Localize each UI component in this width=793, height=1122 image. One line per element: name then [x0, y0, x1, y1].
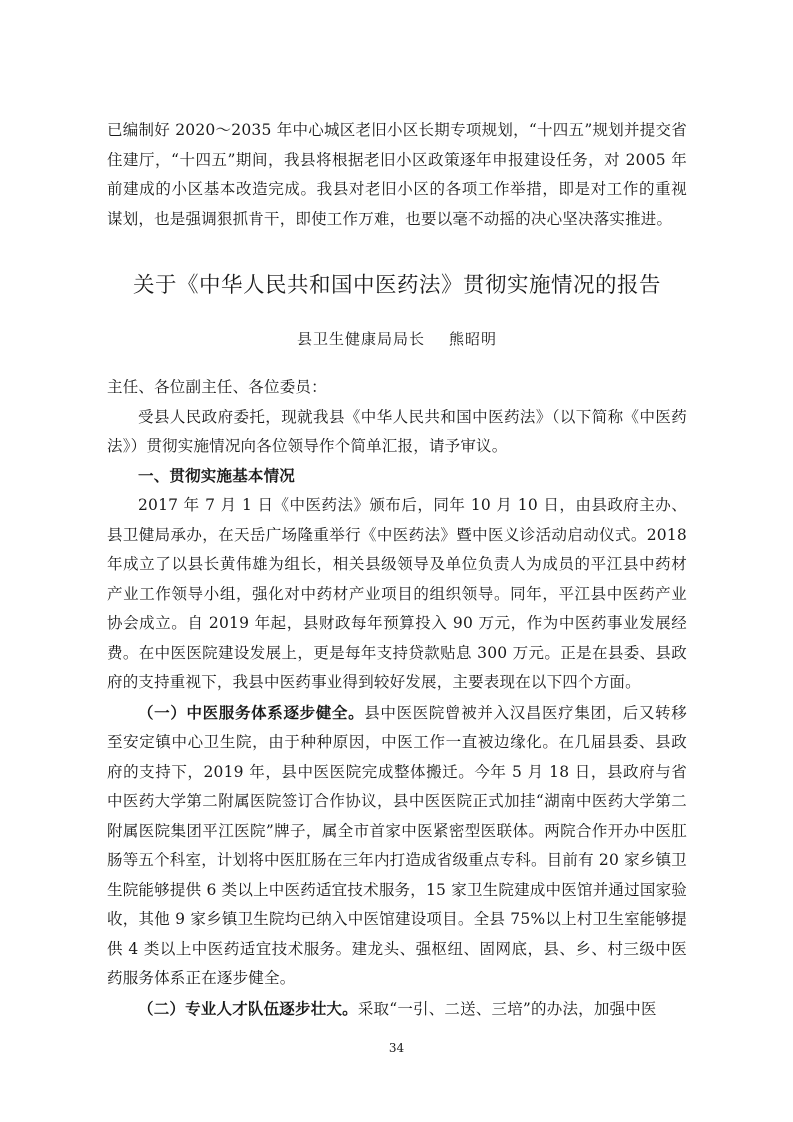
- subsection-1-lead: （一）中医服务体系逐步健全。: [138, 702, 365, 722]
- carryover-paragraph: 已编制好 2020～2035 年中心城区老旧小区长期专项规划，“十四五”规划并提交省住建厅，“十四五”期间，我县将根据老旧小区政策逐年申报建设任务，对 2005 年前建成的小区基本改造完成。我县对老旧小区的各项工作举措，即是对工作的重视谋划，也是强调狠抓肯干，即使工作万难，也要以毫不动摇的决心坚决落实推进。: [107, 121, 687, 228]
- section-paragraph: 2017 年 7 月 1 日《中医药法》颁布后，同年 10 月 10 日，由县政府主办、县卫健局承办，在天岳广场隆重举行《中医药法》暨中医义诊活动启动仪式。2018 年成立了以县长黄伟雄为组长，相关县级领导及单位负责人为成员的平江县中药材产业工作领导小组，强化对中药材产业项目的组织领导。同年，平江县中医药产业协会成立。自 2019 年起，县财政每年预算投入 90 万元，作为中医药事业发展经费。在中医医院建设发展上，更是每年支持贷款贴息 300 万元。正是在县委、县政府的支持重视下，我县中医药事业得到较好发展，主要表现在以下四个方面。: [107, 496, 687, 691]
- section-heading: 一、贯彻实施基本情况: [138, 466, 296, 485]
- subsection-1-paragraph: [107, 698, 687, 994]
- subsection-2-text: 采取“一引、二送、三培”的办法，加强中医: [357, 999, 657, 1018]
- author-name: 熊昭明: [449, 330, 498, 348]
- page-number: 34: [388, 1041, 405, 1055]
- author-line: [107, 328, 687, 349]
- document-body: [107, 116, 687, 1024]
- subsection-2-paragraph: [107, 994, 687, 1025]
- report-title: 关于《中华人民共和国中医药法》贯彻实施情况的报告: [132, 273, 661, 298]
- greeting: 主任、各位副主任、各位委员：: [107, 378, 327, 396]
- author-role: 县卫生健康局局长: [296, 330, 425, 348]
- subsection-1-text: 县中医医院曾被并入汉昌医疗集团，后又转移至安定镇中心卫生院，由于种种原因，中医工作一直被边缘化。在几届县委、县政府的支持下，2019 年，县中医医院完成整体搬迁。今年 5 月 18 日，县政府与省中医药大学第二附属医院签订合作协议，县中医医院正式加挂“湖南中医药大学第二附属医院集团平江医院”牌子，属全市首家中医紧密型医联体。两院合作开办中医肛肠等五个科室，计划将中医肛肠在三年内打造成省级重点专科。目前有 20 家乡镇卫生院能够提供 6 类以上中医药适宜技术服务，15 家卫生院建成中医馆并通过国家验收，其他 9 家乡镇卫生院均已纳入中医馆建设项目。全县 75%以上村卫生室能够提供 4 类以上中医药适宜技术服务。建龙头、强枢纽、固网底，县、乡、村三级中医药服务体系正在逐步健全。: [107, 703, 687, 987]
- subsection-2-lead: （二）专业人才队伍逐步壮大。: [138, 998, 358, 1018]
- intro-paragraph: 受县人民政府委托，现就我县《中华人民共和国中医药法》（以下简称《中医药法》）贯彻实施情况向各位领导作个简单汇报，请予审议。: [107, 407, 687, 455]
